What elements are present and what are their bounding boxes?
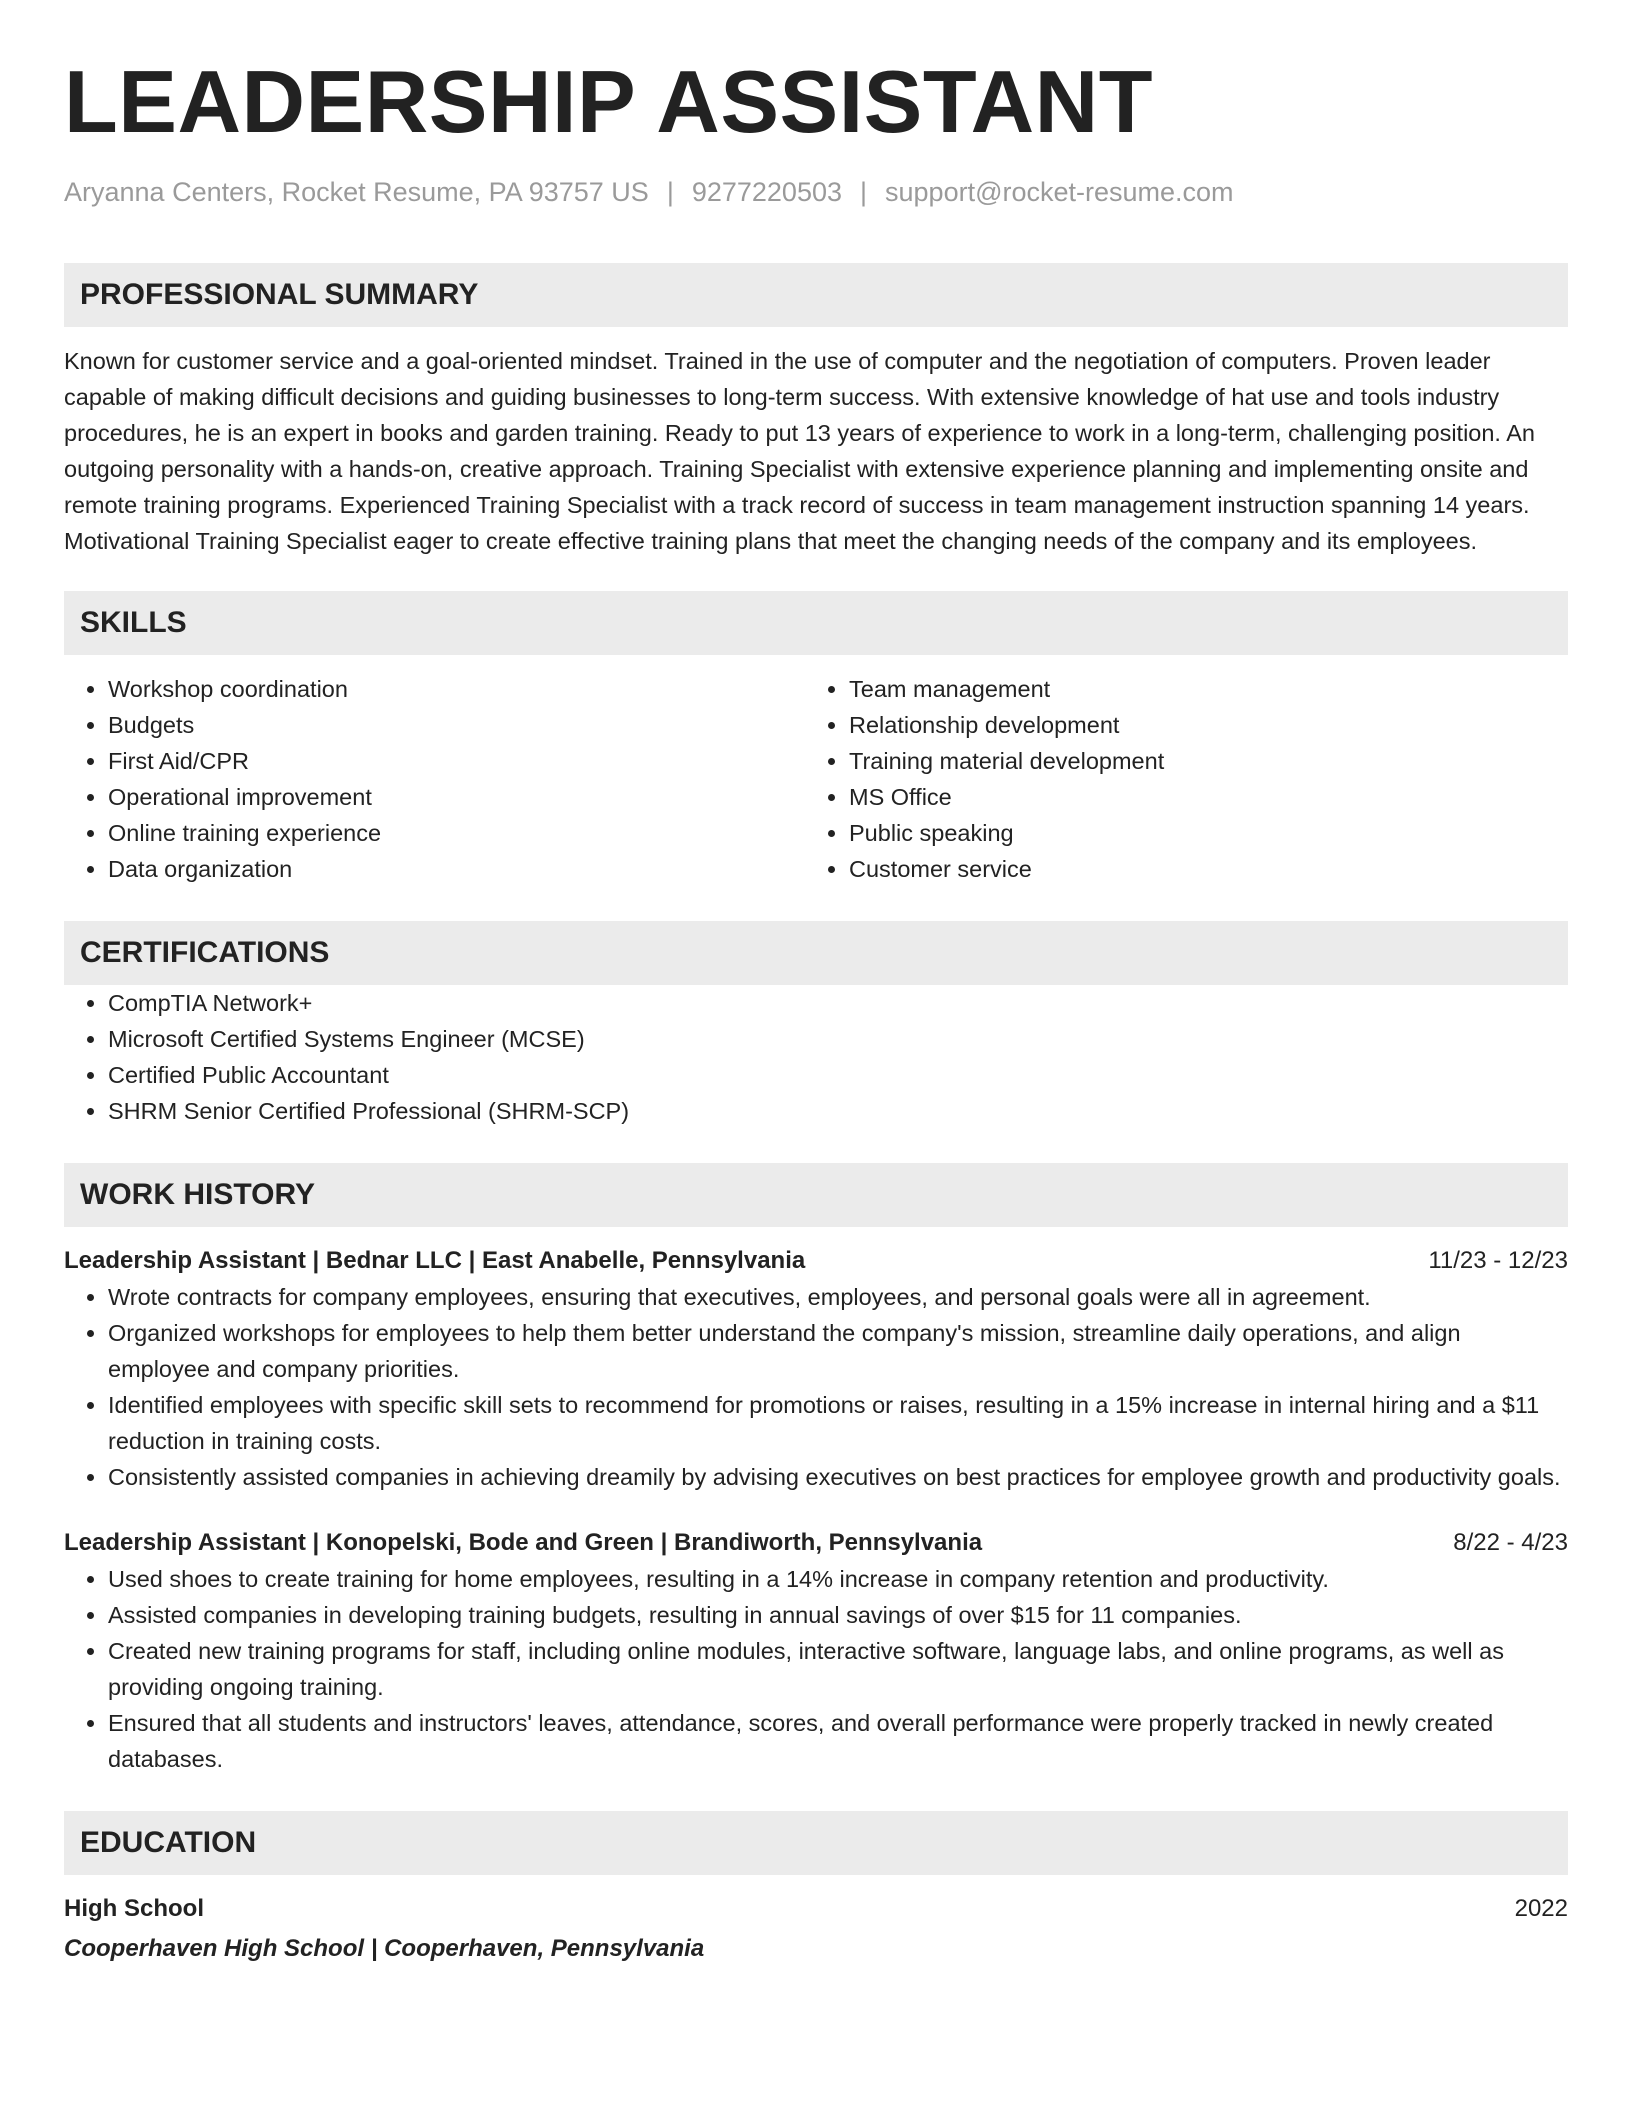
job-title-row: [64, 1243, 1568, 1279]
job-bullet: • Consistently assisted companies in achieving dreamily by advising executives on best practices for employee growth and productivity goals.: [108, 1459, 1568, 1495]
certification-item: • CompTIA Network+: [108, 985, 1568, 1021]
education-year: 2022: [1514, 1895, 1568, 1922]
resume-name: LEADERSHIP ASSISTANT: [64, 52, 1153, 151]
skill-item: • Training material development: [849, 743, 1546, 779]
certifications-list: [64, 985, 1568, 1129]
education-row: [64, 1891, 1568, 1927]
skills-column-left: [64, 671, 805, 887]
certification-item: • SHRM Senior Certified Professional (SHRM-SCP): [108, 1093, 1568, 1129]
job-title: Leadership Assistant | Konopelski, Bode and Green | Brandiworth, Pennsylvania: [64, 1529, 983, 1556]
skills-column-right: [805, 671, 1546, 887]
certification-item: • Certified Public Accountant: [108, 1057, 1568, 1093]
job-bullet: • Ensured that all students and instructors' leaves, attendance, scores, and overall performance were properly tracked in newly created databases.: [108, 1705, 1568, 1777]
job-bullet: • Identified employees with specific skill sets to recommend for promotions or raises, resulting in a 15% increase in internal hiring and a $11 reduction in training costs.: [108, 1387, 1568, 1459]
skill-item: • Data organization: [108, 851, 805, 887]
skill-item: • Relationship development: [849, 707, 1546, 743]
job-bullets: [64, 1279, 1568, 1495]
education-degree: High School: [64, 1895, 204, 1922]
job-dates: 8/22 - 4/23: [1453, 1529, 1568, 1556]
skills-list: [64, 671, 1568, 887]
job-title-row: [64, 1525, 1568, 1561]
section-header-work-history: WORK HISTORY: [64, 1163, 1568, 1227]
contact-email: support@rocket-resume.com: [885, 177, 1234, 207]
skill-item: • Team management: [849, 671, 1546, 707]
job-bullets: [64, 1561, 1568, 1777]
section-header-summary: PROFESSIONAL SUMMARY: [64, 263, 1568, 327]
job-bullet: • Organized workshops for employees to help them better understand the company's mission, streamline daily operations, and align employee and company priorities.: [108, 1315, 1568, 1387]
skill-item: • Operational improvement: [108, 779, 805, 815]
skill-item: • First Aid/CPR: [108, 743, 805, 779]
job-bullet: • Assisted companies in developing training budgets, resulting in annual savings of over $15 for 11 companies.: [108, 1597, 1568, 1633]
contact-address: Aryanna Centers, Rocket Resume, PA 93757 US: [64, 177, 649, 207]
skill-item: • Public speaking: [849, 815, 1546, 851]
job-title: Leadership Assistant | Bednar LLC | East Anabelle, Pennsylvania: [64, 1247, 806, 1274]
summary-text: Known for customer service and a goal-oriented mindset. Trained in the use of computer and the negotiation of computers. Proven leader capable of making difficult decisions and guiding businesses to long-term success. With extensive knowledge of hat use and tools industry procedures, he is an expert in books and garden training. Ready to put 13 years of experience to work in a long-term, challenging position. An outgoing personality with a hands-on, creative approach. Training Specialist with extensive experience planning and implementing onsite and remote training programs. Experienced Training Specialist with a track record of success in team management instruction spanning 14 years. Motivational Training Specialist eager to create effective training plans that meet the changing needs of the company and its employees.: [64, 348, 1535, 554]
section-header-certifications: CERTIFICATIONS: [64, 921, 1568, 985]
contact-separator: |: [860, 177, 868, 207]
job-entry: [64, 1525, 1568, 1777]
skill-item: • Customer service: [849, 851, 1546, 887]
job-bullet: • Used shoes to create training for home employees, resulting in a 14% increase in company retention and productivity.: [108, 1561, 1568, 1597]
education-school: Cooperhaven High School | Cooperhaven, Pennsylvania: [64, 1935, 705, 1962]
job-bullet: • Created new training programs for staff, including online modules, interactive software, language labs, and online programs, as well as providing ongoing training.: [108, 1633, 1568, 1705]
skill-item: • MS Office: [849, 779, 1546, 815]
contact-phone: 9277220503: [691, 177, 842, 207]
section-header-skills: SKILLS: [64, 591, 1568, 655]
skill-item: • Online training experience: [108, 815, 805, 851]
skill-item: • Workshop coordination: [108, 671, 805, 707]
contact-separator: |: [666, 177, 674, 207]
certification-item: • Microsoft Certified Systems Engineer (MCSE): [108, 1021, 1568, 1057]
job-dates: 11/23 - 12/23: [1428, 1247, 1568, 1274]
job-entry: [64, 1243, 1568, 1495]
section-header-education: EDUCATION: [64, 1811, 1568, 1875]
skill-item: • Budgets: [108, 707, 805, 743]
contact-line: [64, 174, 1568, 210]
job-bullet: • Wrote contracts for company employees, ensuring that executives, employees, and personal goals were all in agreement.: [108, 1279, 1568, 1315]
